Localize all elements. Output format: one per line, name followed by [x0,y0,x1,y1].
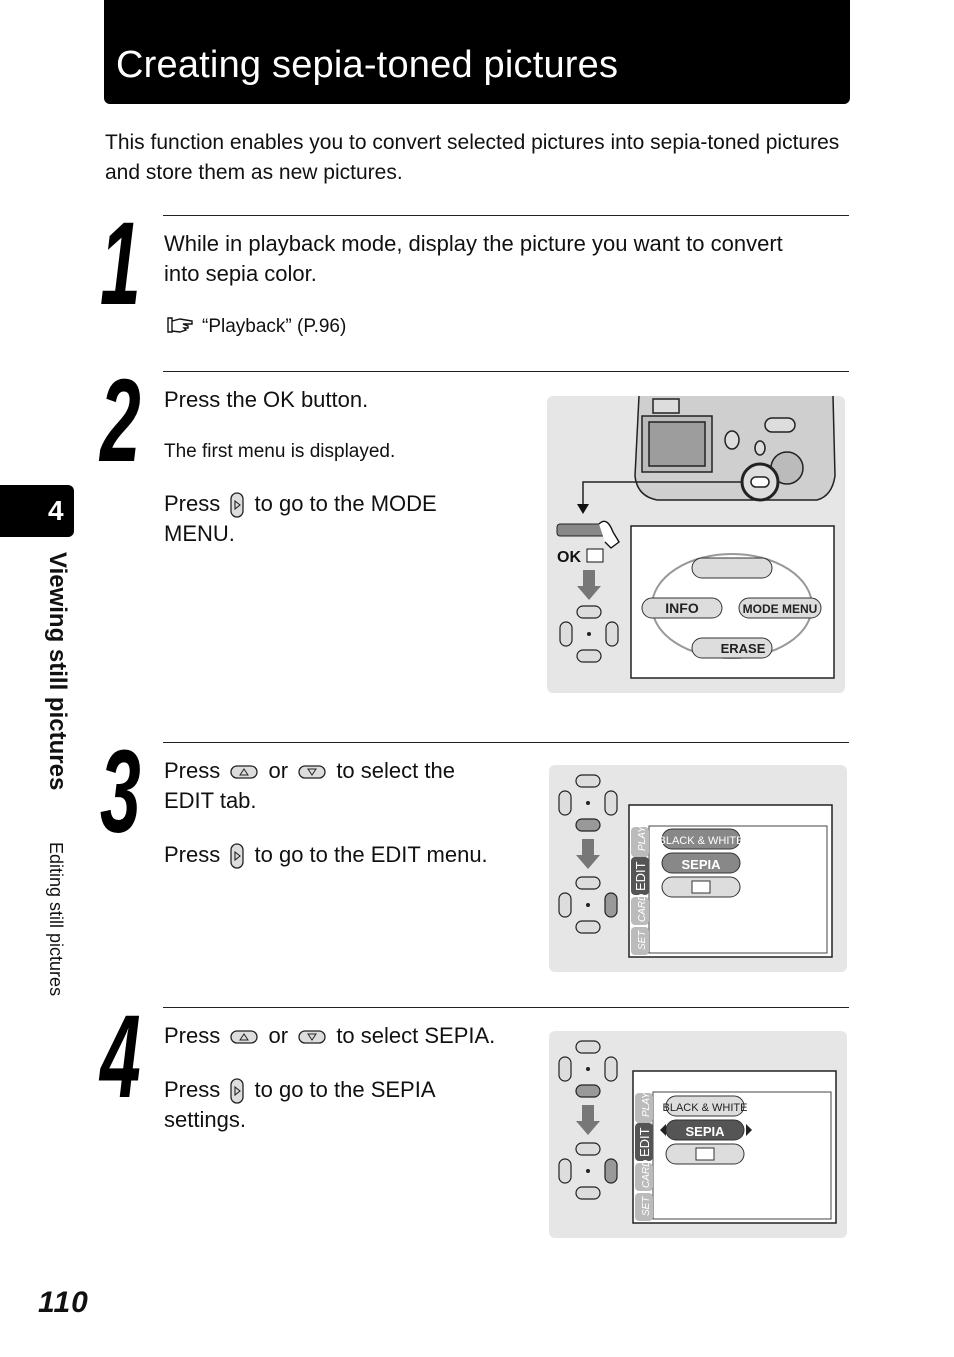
menu-sepia: SEPIA [685,1124,725,1139]
step-3-text2: Press to go to the EDIT menu. [164,840,544,870]
menu-sepia: SEPIA [681,857,721,872]
sepia-select-diagram [549,1031,847,1238]
step-divider [163,371,849,372]
step-4-text: Press or to select SEPIA. [164,1023,496,1048]
tab-edit: EDIT [637,1127,652,1157]
step-number: 1 [100,198,141,330]
down-button-icon [298,765,326,779]
page-title: Creating sepia-toned pictures [116,44,619,86]
menu-black-white: BLACK & WHITE [662,1102,748,1114]
tab-card: CARD [641,1159,652,1188]
page-number: 110 [38,1286,89,1319]
step-1-reference: “Playback” (P.96) [166,312,346,342]
step-divider [163,742,849,743]
tab-play: PLAY [637,826,648,851]
right-button-icon [230,492,244,518]
chapter-number: 4 [48,495,64,526]
right-button-icon [230,843,244,869]
up-button-icon [230,1030,258,1044]
chapter-tab [0,485,74,537]
step-3-text: Press or to select the EDIT tab. [164,758,455,813]
down-button-icon [298,1030,326,1044]
step-2-note: The first menu is displayed. [164,441,396,462]
tab-card: CARD [637,893,648,922]
step-1-text: While in playback mode, display the picture you want to convert into sepia color. [164,231,783,286]
step-number: 3 [100,726,141,858]
step-3-illustration [549,765,847,972]
subsection-title: Editing still pictures [46,842,66,997]
up-button-icon [230,765,258,779]
tab-set: SET [641,1196,652,1216]
step-number: 2 [100,355,141,487]
reference-hand-icon [166,315,202,335]
step-4-illustration [549,1031,847,1238]
step-divider [163,1007,849,1008]
ok-label: OK [557,549,581,566]
title-bar [104,0,850,104]
step-2-text: Press the OK button. [164,387,369,412]
step-2-text2: Press to go to the MODE MENU. [164,491,437,546]
intro-text: This function enables you to convert selected pictures into sepia-toned pictures and store them as new pictures. [105,131,840,184]
camera-back-diagram [547,396,845,693]
tab-set: SET [637,930,648,950]
step-divider [163,215,849,216]
menu-erase: ERASE [720,641,766,656]
menu-black-white: BLACK & WHITE [658,835,744,847]
step-2-illustration [547,396,845,693]
step-number: 4 [100,991,141,1123]
menu-info: INFO [665,600,699,616]
tab-play: PLAY [641,1092,652,1117]
edit-tab-diagram [549,765,847,972]
tab-edit: EDIT [633,861,648,891]
right-button-icon [230,1078,244,1104]
menu-mode-menu: MODE MENU [742,602,818,616]
step-4-text2: Press to go to the SEPIA settings. [164,1077,436,1132]
section-title: Viewing still pictures [44,552,71,791]
